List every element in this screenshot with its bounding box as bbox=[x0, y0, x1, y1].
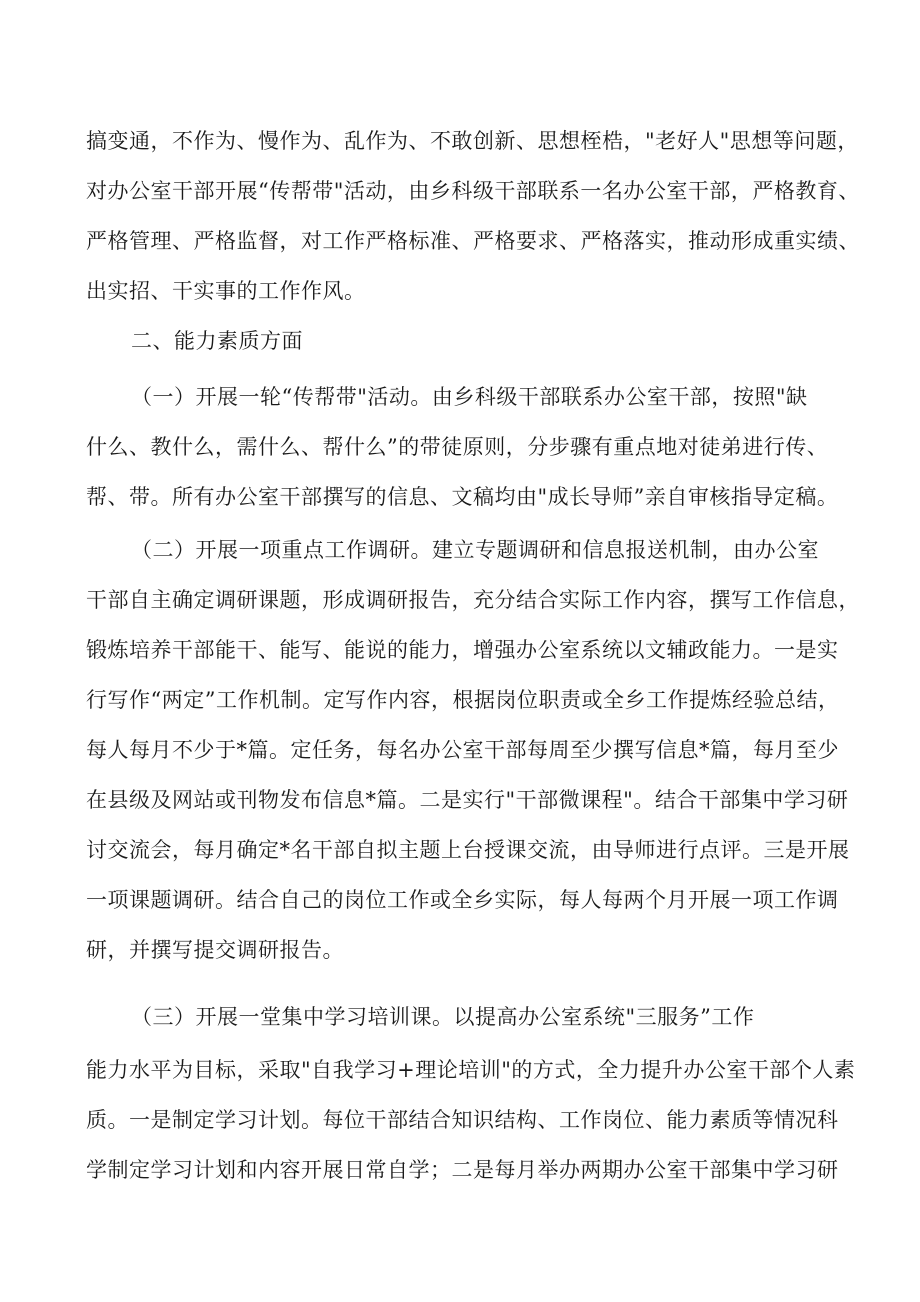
text-line-3: 严格管理、严格监督，对工作严格标准、严格要求、严格落实，推动形成重实绩、 bbox=[86, 229, 860, 253]
text-line-19: 能力水平为目标，采取"自我学习+理论培训"的方式，全力提升办公室干部个人素 bbox=[86, 1058, 856, 1082]
text-line-21: 学制定学习计划和内容开展日常自学；二是每月举办两期办公室干部集中学习研 bbox=[86, 1158, 839, 1182]
text-line-13: 每人每月不少于*篇。定任务，每名办公室干部每周至少撰写信息*篇，每月至少 bbox=[86, 738, 839, 762]
text-line-9: （二）开展一项重点工作调研。建立专题调研和信息报送机制，由办公室 bbox=[131, 538, 819, 562]
text-line-7: 什么、教什么，需什么、帮什么”的带徒原则，分步骤有重点地对徒弟进行传、 bbox=[86, 435, 829, 459]
text-line-8: 帮、带。所有办公室干部撰写的信息、文稿均由"成长导师”亲自审核指导定稿。 bbox=[86, 485, 839, 509]
text-line-14: 在县级及网站或刊物发布信息*篇。二是实行"干部微课程"。结合干部集中学习研 bbox=[86, 788, 849, 812]
text-line-15: 讨交流会，每月确定*名干部自拟主题上台授课交流，由导师进行点评。三是开展 bbox=[86, 838, 850, 862]
text-line-6: （一）开展一轮“传帮带"活动。由乡科级干部联系办公室干部，按照"缺 bbox=[131, 385, 808, 409]
text-line-20: 质。一是制定学习计划。每位干部结合知识结构、工作岗位、能力素质等情况科 bbox=[86, 1108, 839, 1132]
text-line-17: 研，并撰写提交调研报告。 bbox=[86, 938, 344, 962]
text-line-11: 锻炼培养干部能干、能写、能说的能力，增强办公室系统以文辅政能力。一是实 bbox=[86, 638, 839, 662]
text-line-10: 干部自主确定调研课题，形成调研报告，充分结合实际工作内容，撰写工作信息， bbox=[86, 588, 860, 612]
text-line-4: 出实招、干实事的工作作风。 bbox=[86, 279, 366, 303]
text-line-2: 对办公室干部开展“传帮带"活动，由乡科级干部联系一名办公室干部，严格教育、 bbox=[86, 179, 860, 203]
section-heading: 二、能力素质方面 bbox=[131, 329, 303, 353]
text-line-16: 一项课题调研。结合自己的岗位工作或全乡实际，每人每两个月开展一项工作调 bbox=[86, 888, 839, 912]
text-line-12: 行写作“两定”工作机制。定写作内容，根据岗位职责或全乡工作提炼经验总结， bbox=[86, 688, 840, 712]
text-line-18: （三）开展一堂集中学习培训课。以提高办公室系统"三服务”工作 bbox=[131, 1005, 755, 1029]
text-line-1: 搞变通，不作为、慢作为、乱作为、不敢创新、思想桎梏，"老好人"思想等问题， bbox=[86, 129, 859, 153]
